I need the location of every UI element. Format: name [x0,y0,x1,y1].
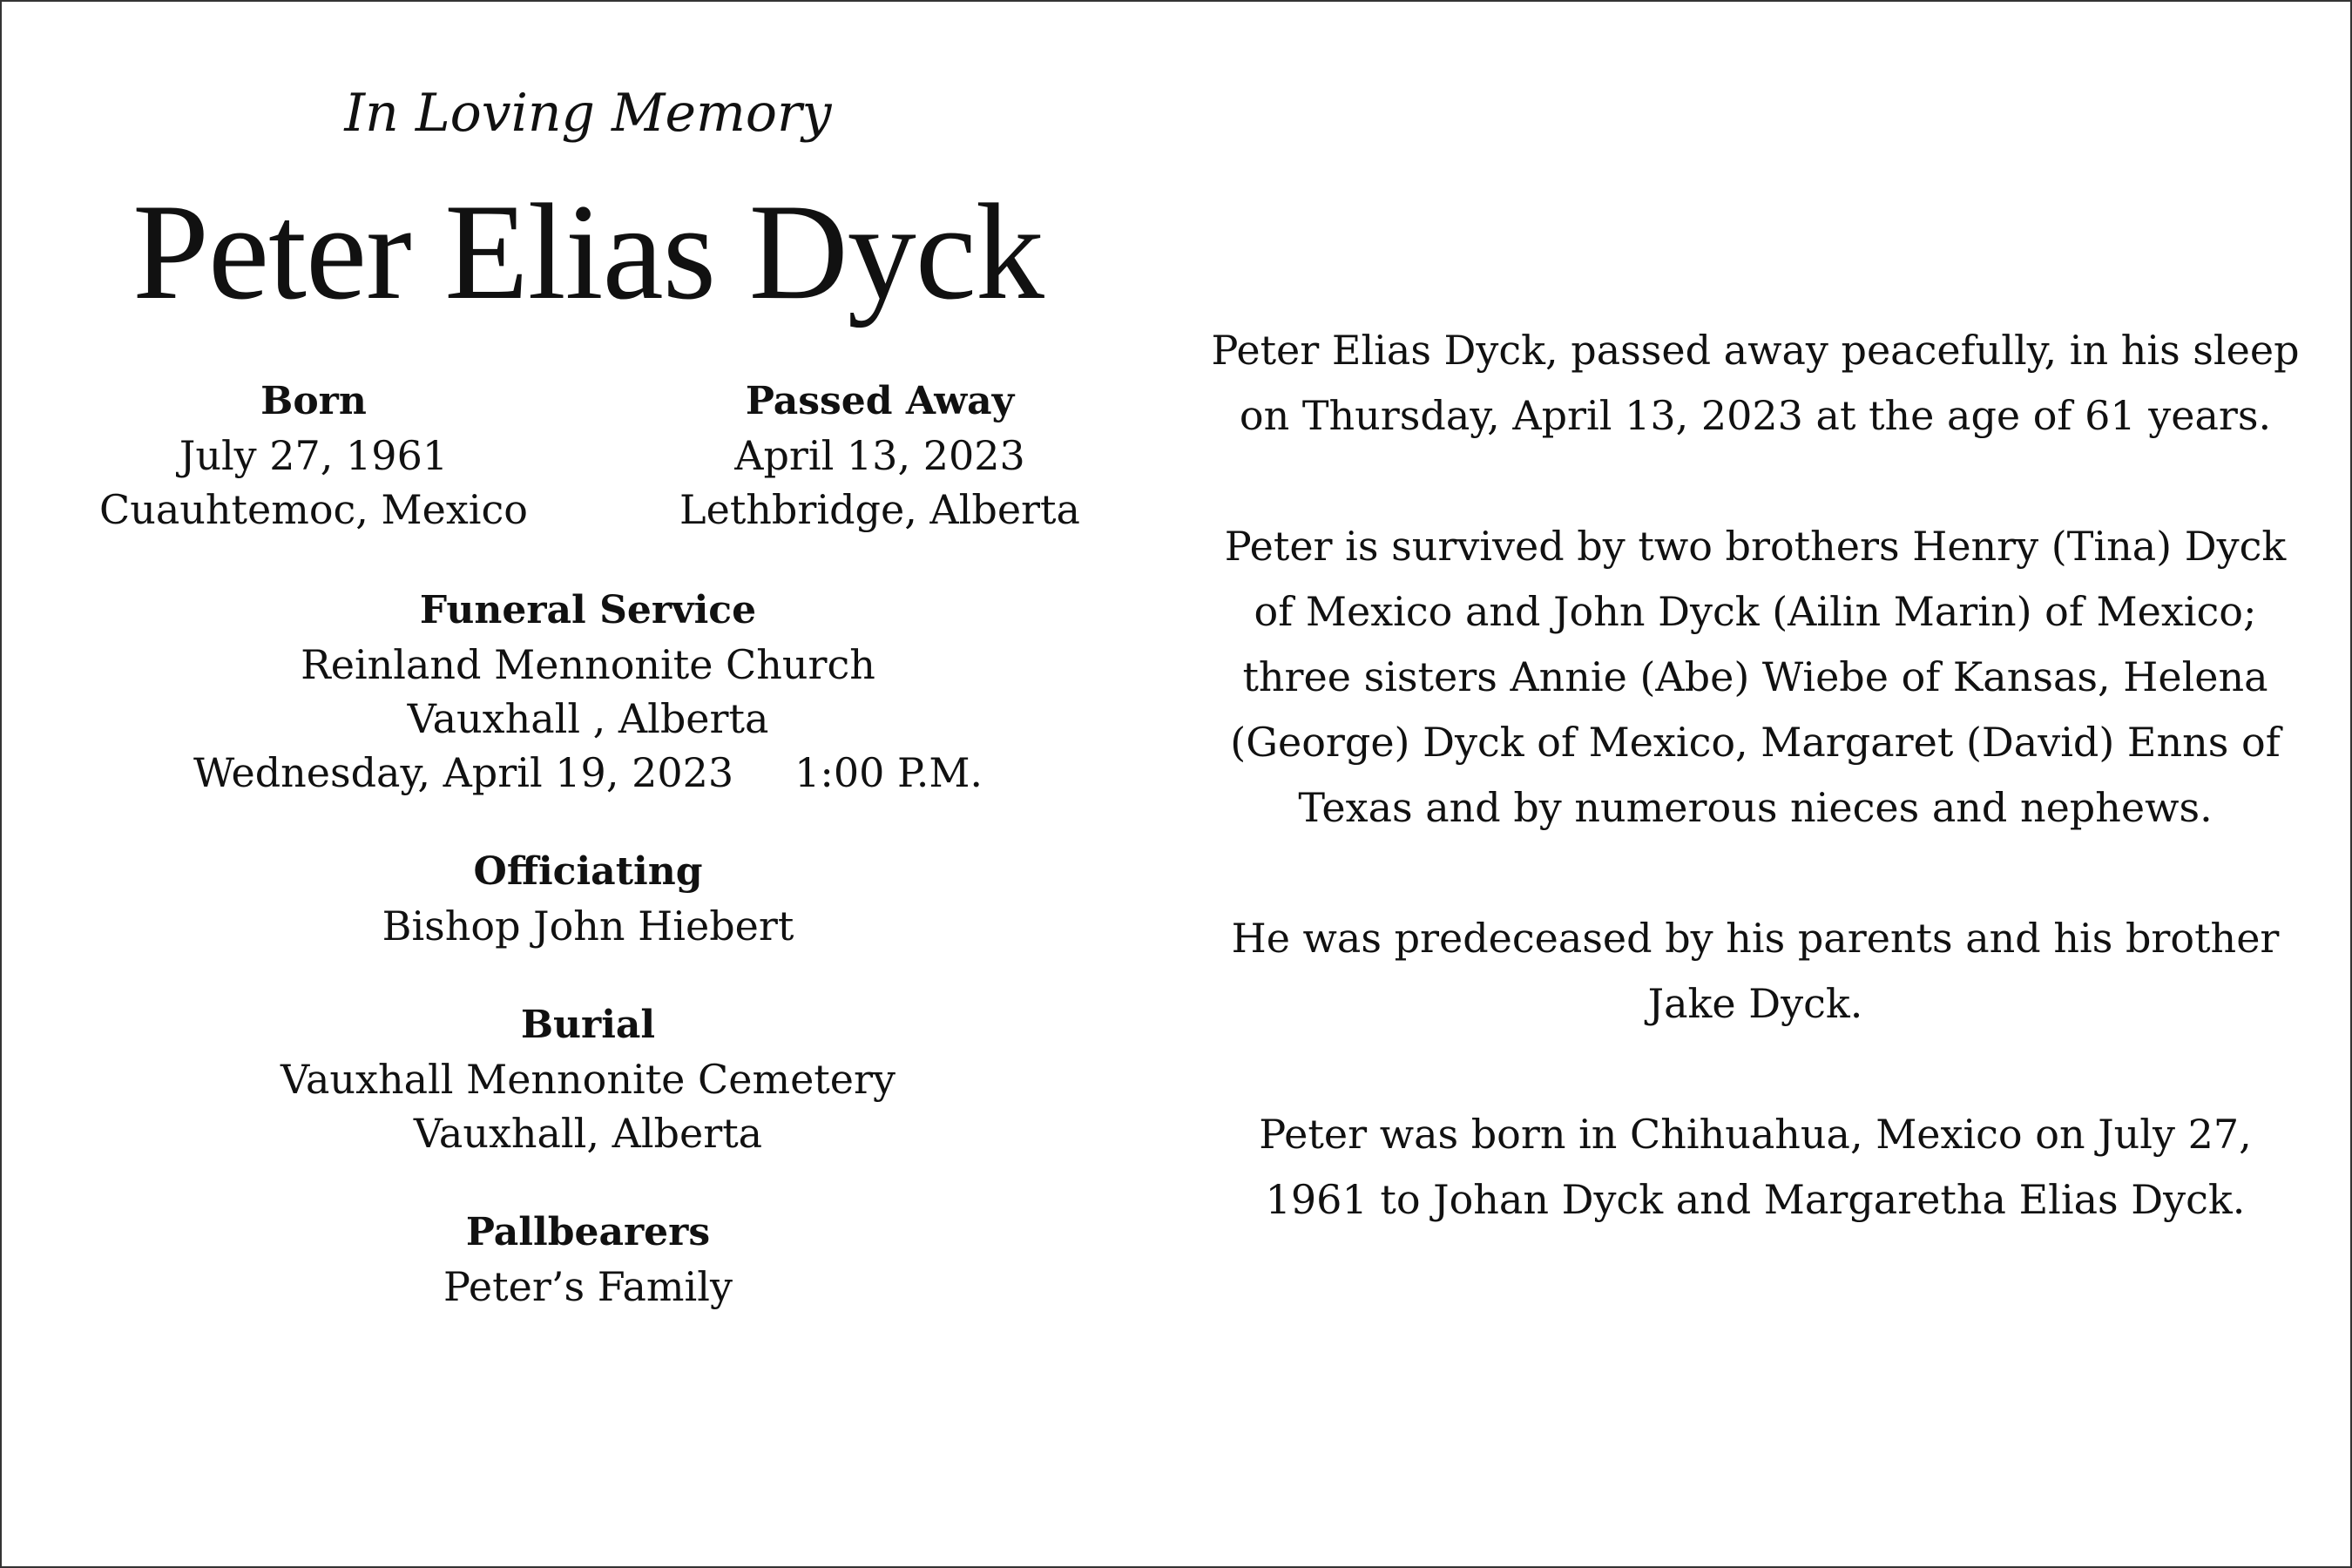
passed-away-block [636,375,1124,537]
burial-section [70,998,1106,1160]
officiant-name: Bishop John Hiebert [382,902,794,950]
obituary-column [1206,318,2304,1298]
birth-date: July 27, 1961 [179,432,449,479]
life-dates [70,375,1106,549]
birth-place: Cuauhtemoc, Mexico [99,486,528,533]
funeral-date: Wednesday, April 19, 2023 [193,749,734,796]
funeral-venue: Reinland Mennonite Church [301,641,875,688]
burial-place: Vauxhall Mennonite Cemetery [280,1056,896,1103]
officiating-label: Officiating [473,849,703,894]
born-block [70,375,558,537]
obituary-paragraph: Peter is survived by two brothers Henry (Tina) Dyck of Mexico and John Dyck (Ailin Marin) of Mexico; three sisters Annie (Abe) Wiebe of Kansas, Helena (George) Dyck of Mexico, Margaret (David) Enns of Texas and by numerous nieces and nephews. [1224,523,2287,831]
pallbearers-names: Peter’s Family [443,1263,733,1310]
passed-away-label: Passed Away [745,379,1015,423]
deceased-name: Peter Elias Dyck [132,176,1044,328]
obituary-paragraph: He was predeceased by his parents and his brother Jake Dyck. [1231,915,2280,1027]
pallbearers-label: Pallbearers [465,1210,711,1254]
death-place: Lethbridge, Alberta [679,486,1080,533]
officiating-section [70,845,1106,953]
obituary-paragraph: Peter was born in Chihuahua, Mexico on July 27, 1961 to Johan Dyck and Margaretha Elias Dyck. [1259,1111,2252,1223]
death-date: April 13, 2023 [734,432,1025,479]
funeral-datetime [70,746,1106,800]
burial-location: Vauxhall, Alberta [413,1110,763,1157]
funeral-time: 1:00 P.M. [794,749,983,796]
funeral-location: Vauxhall , Alberta [407,695,769,742]
memorial-tagline: In Loving Memory [344,83,832,144]
service-details-column [70,70,1106,1314]
born-label: Born [260,379,367,423]
obituary-paragraph: Peter Elias Dyck, passed away peacefully, in his sleep on Thursday, April 13, 2023 at the age of 61 years. [1211,327,2300,439]
burial-label: Burial [520,1003,656,1047]
pallbearers-section [70,1206,1106,1314]
funeral-service-label: Funeral Service [419,588,757,632]
funeral-service-section [70,584,1106,800]
